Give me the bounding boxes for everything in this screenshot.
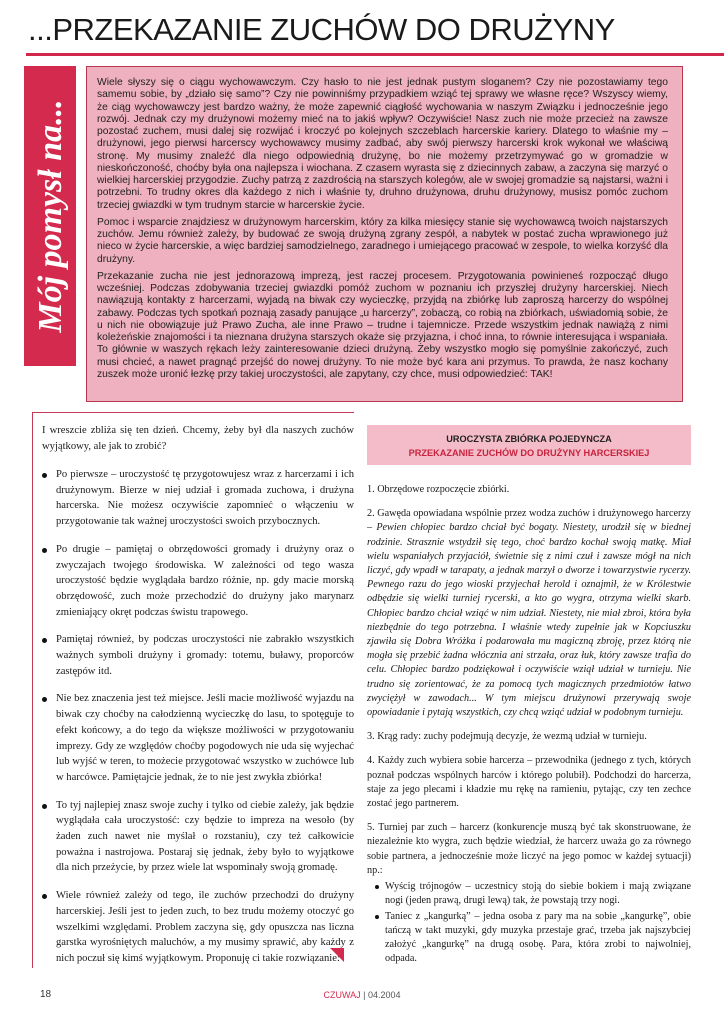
bullet-icon [42, 894, 47, 899]
intro-paragraph: Wiele słyszy się o ciągu wychowawczym. Czy hasło to nie jest jednak pustym sloganem? Czy nie pozostawiamy tego samemu sobie, by „działo się samo”? Czy nie powinniśmy przypadkiem wziąć tej sprawy we własne ręce? Wszyscy wiemy, że ciąg wychowawczy jest bardzo ważny, że może zapewnić ciągłość wychowania w naszym Związku i jednocześnie jego rozwój. Jednak czy my drużynowi możemy mieć na to jakiś wpływ? Oczywiście! Nasz zuch nie może przecież na zawsze pozostać zuchem, musi dalej się rozwijać i kroczyć po kolejnych szczeblach harcerskie kariery. Dlatego to właśnie my – drużynowi, jego pierwsi harcerscy wychowawcy musimy zadbać, aby swój pierwszy harcerski krok wykonał we właściwą stronę. My musimy znaleźć dla niego odpowiednią drużynę, bo nie możemy przetrzymywać go w gromadzie w nieskończoność, choćby była ona najlepsza i wiochana. Z czasem wyrasta się z dziecinnych zabaw, a zaczyna się marzyć o wielkiej harcerskiej przygodzie. Zuchy patrzą z zazdrością na starszych kolegów, ale w swojej gromadzie są najstarsi, ważni i potrzebni. To trudny okres dla każdego z nich i właśnie ty, druhno drużynowa, druhu drużynowy, musisz pomóc zuchom trzeciej gwiazdki w tym trudnym starcie w harcerskie życie. [97, 77, 668, 211]
program-box-subtitle: PRZEKAZANIE ZUCHÓW DO DRUŻYNY HARCERSKIEJ [408, 448, 650, 458]
footer-separator: | [360, 990, 368, 1000]
intro-paragraph: Przekazanie zucha nie jest jednorazową imprezą, jest raczej procesem. Przygotowania powinieneś rozpocząć długo wcześniej. Podczas zdobywania trzeciej gwiazdki pomóż zuchom w poznaniu ich przyszłej drużyny harcerskiej. Niech nawiązują kontakty z harcerzami, wyjadą na biwak czy wycieczkę, przyjdą na zbiórkę lub zaproszą harcerzy do wspólnej zabawy. Podczas tych spotkań poznają zasady panujące „u harcerzy”, zobaczą, co robią na zbiórkach, uświadomią sobie, że u nich nie obowiązuje już Prawo Zucha, ale inne Prawo – trudne i tajemnicze. Przede wszystkim jednak nawiążą z nimi koleżeńskie znajomości i ta nieznana drużyna starszych okaże się przyjazna, i choć inna, to równie interesująca i wspaniała. To głównie w waszych rękach leży zainteresowanie dzieci drużyną. Żeby wszystko mogło się pomyślnie zakończyć, zuch musi chcieć, a nawet pragnąć przejść do nowej drużyny. To nie może być kara ani przymus. To prawda, że nasz kochany zuszek może uronić łezkę przy takiej uroczystości, ale zapytany, czy chce, musi odpowiedzieć: TAK! [97, 270, 668, 380]
intro-box [86, 66, 683, 402]
step-2 [367, 507, 691, 720]
tip-item [42, 632, 354, 679]
bullet-icon [42, 804, 47, 809]
tip-text: To tyj najlepiej znasz swoje zuchy i tylko od ciebie zależy, jak będzie wyglądała cała uroczystość: czy będzie to impreza na wesoło (by żaden zuch nawet nie myślał o rozstaniu), czy też całkowicie poważna i nastrojowa. Postaraj się jednak, żeby było to wyjątkowe dla nich przeżycie, by przez wiele lat wspominały swoją gromadę. [56, 799, 354, 874]
tip-item [42, 542, 354, 621]
bullet-icon [375, 885, 379, 889]
step-3: 3. Krąg rady: zuchy podejmują decyzje, że wezmą udział w turnieju. [367, 731, 647, 743]
title-rule [26, 53, 724, 56]
footer [0, 990, 724, 1000]
tip-text: Po pierwsze – uroczystość tę przygotowujesz wraz z harcerzami i ich drużynowym. Bierze w niej udział i gromada zuchowa, i drużyna harcerska. Nie możesz oczywiście zapomnieć o włączeniu w przygotowanie tak ważnej uroczystości swoich przybocznych. [56, 469, 354, 528]
corner-arrow-icon [330, 948, 344, 962]
page-title: ...PRZEKAZANIE ZUCHÓW DO DRUŻYNY [28, 12, 615, 47]
bullet-icon [42, 697, 47, 702]
tips-list [42, 467, 354, 967]
issue-date: 04.2004 [367, 990, 401, 1000]
contest-text: Taniec z „kangurką” – jedna osoba z pary ma na sobie „kangurkę”, obie tańczą w takt muzyki, gdy muzyka przestaje grać, trzeba jak najszybciej założyć „kangurkę” na drugą osobę. Para, która zrobi to najwolniej, odpada. [385, 911, 691, 965]
bullet-icon [42, 638, 47, 643]
contest-list [367, 880, 691, 966]
tip-item [42, 888, 354, 967]
tip-text: Wiele również zależy od tego, ile zuchów przechodzi do drużyny harcerskiej. Jeśli jest to jeden zuch, to bez trudu możemy otoczyć go wszelkimi względami. Problem zaczyna się, gdy opuszcza nas liczna garstka wyrośniętych maluchów, a my musimy sprawić, aby każdy z nich poczuł się kimś wyjątkowym. Proponuję ci takie rozwiązanie: [56, 890, 354, 964]
contest-item [367, 910, 691, 966]
tip-item [42, 691, 354, 785]
tip-text: Po drugie – pamiętaj o obrzędowości gromady i drużyny oraz o zwyczajach twojego środowiska. W zależności od tego wasza uroczystość będzie wyglądała bardzo różnie, np. gdy macie morską obrzędowość, zuch może przechodzić do drużyny jako marynarz zmieniający okręt podczas świstu trapowego. [56, 543, 354, 618]
bullet-icon [375, 915, 379, 919]
step-1: 1. Obrzędowe rozpoczęcie zbiórki. [367, 484, 510, 495]
left-column [32, 412, 354, 968]
program-box-title: UROCZYSTA ZBIÓRKA POJEDYNCZA [446, 434, 612, 444]
contest-text: Wyścig trójnogów – uczestnicy stoją do siebie bokiem i mają związane nogi (jeden prawą, drugi lewą) tak, że powstają trzy nogi. [385, 881, 691, 907]
story-text: Pewien chłopiec bardzo chciał być bogaty. Niestety, urodził się w biednej rodzinie. Strasznie wstydził się tego, choć bardzo kochał swoją matkę. Miał wielu wspaniałych przyjaciół, świetnie się z nimi czuł i zawsze mógł na nich liczyć, gdy wpadł w tarapaty, a jednak marzył o dworze i towarzystwie rycerzy. Pewnego razu do jego wioski przyjechał herold i oznajmił, że w Królestwie odbędzie się wielki turniej rycerski, a kto go wygra, otrzyma wielki skarb. Chłopiec bardzo chciał wziąć w nim udział. Niestety, nie miał zbroi, która była niezbędnie do tego potrzebna. I właśnie wtedy zupełnie jak w Kopciuszku zjawiła się Dobra Wróżka i podarowała mu magiczną zbroję, przez którą nie mogła się przebić żadna włócznia ani strzała, oraz łuk, który zawsze trafia do celu. Chłopiec bardzo podziękował i oczywiście wziął udział w turnieju. Nie trudno się zorientować, że za pomocą tych magicznych przedmiotów łatwo zwyciężył w zawodach... W tym miejscu drużynowi przerywają swoje opowiadanie i pytają wszystkich, czy chcą wziąć udział w podobnym turnieju. [367, 522, 691, 719]
tip-text: Pamiętaj również, by podczas uroczystości nie zabrakło wszystkich ważnych symboli drużyny i gromady: totemu, buławy, proporców zastępów itd. [56, 634, 354, 677]
step-5: 5. Turniej par zuch – harcerz (konkurencje muszą być tak skonstruowane, że niezależnie kto wygra, zuch będzie wiedział, że harcerz uważa go za równego sobie partnera, a jednocześnie może liczyć na jego pomoc w każdej sytuacji) np.: [367, 822, 691, 876]
lead-paragraph: I wreszcie zbliża się ten dzień. Chcemy, żeby był dla naszych zuchów wyjątkowy, ale jak to zrobić? [42, 425, 354, 452]
section-label: Mój pomysł na... [32, 99, 69, 333]
bullet-icon [42, 548, 47, 553]
right-column [367, 425, 691, 968]
page-number: 18 [40, 989, 52, 1000]
step-2-lead: 2. Gawęda opowiadana wspólnie przez wodza zuchów i drużynowego harcerzy – [367, 508, 691, 534]
program-box-heading [367, 425, 691, 465]
tip-text: Nie bez znaczenia jest też miejsce. Jeśli macie możliwość wyjazdu na biwak czy choćby na całodzienną wycieczkę do lasu, to spotęguje to efekt końcowy, a do tego da większe możliwości w przygotowaniu imprezy. Gdy ze względów choćby pogodowych nie uda się wyjechać lub wyjść w teren, to możecie przygotować wszystko w zuchówce lub w harcówce. Pamiętajcie jednak, że to nie jest zwykła zbiórka! [56, 693, 354, 783]
tip-item [42, 798, 354, 877]
contest-item [367, 880, 691, 908]
bullet-icon [42, 473, 47, 478]
tip-item [42, 467, 354, 530]
magazine-name: CZUWAJ [323, 990, 361, 1000]
intro-paragraph: Pomoc i wsparcie znajdziesz w drużynowym harcerskim, który za kilka miesięcy stanie się wychowawcą twoich najstarszych zuchów. Jemu również zależy, by budować ze swoją drużyną zgrany zespół, a nabytek w postać zucha wprawionego już nieco w życie harcerskie, a więc bardziej samodzielnego, zaradnego i umiejącego pracować w zespole, to wielka korzyść dla drużyny. [97, 216, 668, 265]
step-4: 4. Każdy zuch wybiera sobie harcerza – przewodnika (jednego z tych, których poznał podczas wspólnych harców i którego polubił). Podchodzi do harcerza, staje za jego plecami i kładzie mu rękę na ramieniu, pytając, czy ten zechce zostać jego partnerem. [367, 755, 691, 810]
